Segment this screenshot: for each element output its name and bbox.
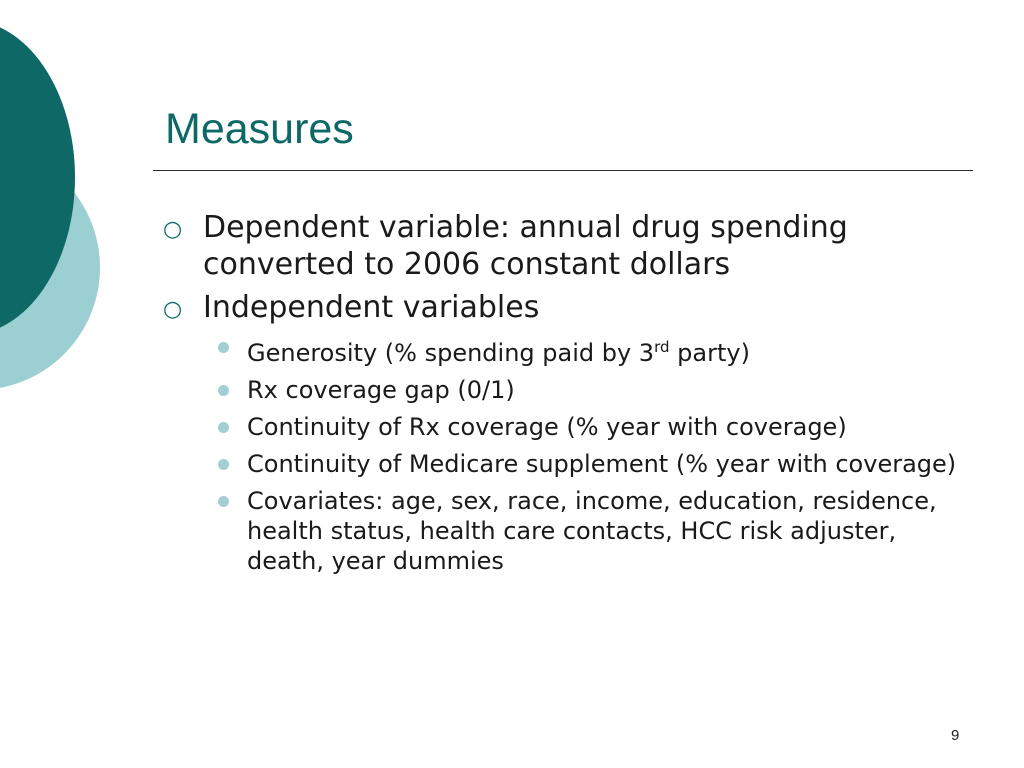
superscript-rd: rd xyxy=(654,338,670,356)
filled-dot-bullet-icon xyxy=(218,496,229,507)
sub-bullet-text: Rx coverage gap (0/1) xyxy=(247,376,515,404)
slide-body xyxy=(163,209,963,583)
title-divider xyxy=(153,170,973,171)
sub-bullet-text-pre: Generosity (% spending paid by 3 xyxy=(247,339,655,367)
sub-bullet-text: Continuity of Medicare supplement (% year with coverage) xyxy=(247,450,957,478)
filled-dot-bullet-icon xyxy=(218,422,229,433)
bullet-dependent-variable xyxy=(163,209,963,283)
sub-bullet-coverage-gap xyxy=(203,375,963,405)
bullet-independent-variables xyxy=(163,289,963,326)
page-number: 9 xyxy=(951,727,960,744)
sub-bullet-generosity xyxy=(203,332,963,368)
sub-bullet-rx-continuity xyxy=(203,412,963,442)
sub-bullet-text: Continuity of Rx coverage (% year with coverage) xyxy=(247,413,847,441)
hollow-circle-bullet-icon: ○ xyxy=(163,297,183,322)
hollow-circle-bullet-icon: ○ xyxy=(163,217,183,242)
filled-dot-bullet-icon xyxy=(218,459,229,470)
filled-dot-bullet-icon xyxy=(218,385,229,396)
sub-bullet-covariates xyxy=(203,486,963,576)
bullet-text: Dependent variable: annual drug spending converted to 2006 constant dollars xyxy=(203,210,848,282)
bullet-text: Independent variables xyxy=(203,290,540,325)
sub-bullet-text-post: party) xyxy=(669,339,750,367)
slide-title: Measures xyxy=(165,105,354,153)
sub-bullet-medicare-continuity xyxy=(203,449,963,479)
sub-bullet-text: Covariates: age, sex, race, income, education, residence, health status, health care contacts, HCC risk adjuster, death, year dummies xyxy=(247,487,937,575)
filled-dot-bullet-icon xyxy=(218,342,229,353)
